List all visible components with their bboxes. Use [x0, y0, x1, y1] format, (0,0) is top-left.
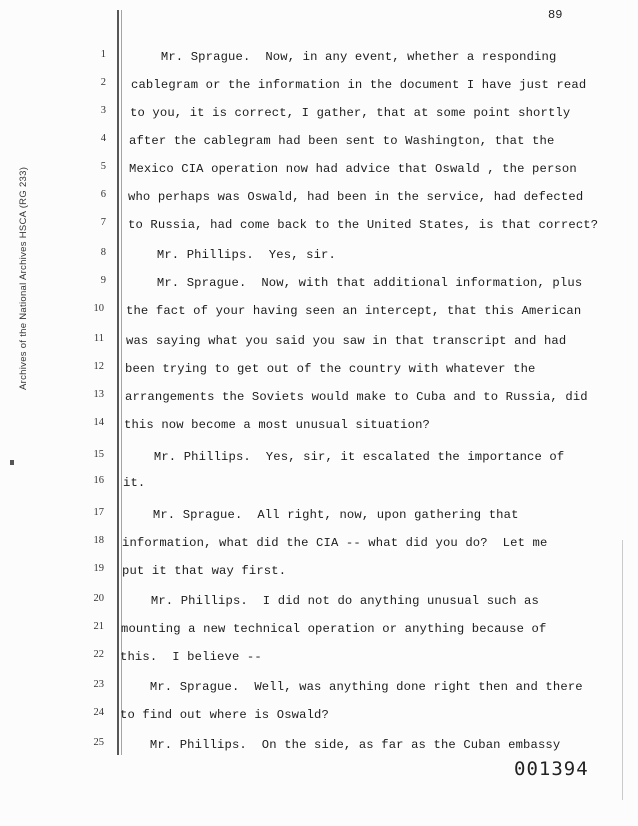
transcript-line [0, 560, 638, 580]
transcript-line [0, 186, 638, 206]
line-number: 15 [93, 449, 104, 460]
line-text: Mr. Sprague. Now, with that additional information, plus [127, 276, 583, 290]
transcript-line [0, 414, 638, 434]
transcript-line [0, 214, 638, 234]
line-text: who perhaps was Oswald, had been in the service, had defected [128, 190, 584, 204]
transcript-line [0, 734, 638, 754]
line-number: 20 [93, 593, 104, 604]
transcript-line [0, 590, 638, 610]
line-number: 2 [100, 77, 106, 88]
transcript-line [0, 130, 638, 150]
line-text: mounting a new technical operation or anything because of [121, 622, 547, 636]
line-text: Mr. Phillips. Yes, sir. [127, 248, 336, 262]
line-text: Mr. Sprague. All right, now, upon gathering that [123, 508, 519, 522]
line-number: 8 [100, 247, 106, 258]
line-text: this now become a most unusual situation? [124, 418, 431, 432]
transcript-line [0, 358, 638, 378]
page-number: 89 [548, 8, 563, 22]
transcript-line [0, 158, 638, 178]
line-number: 5 [100, 161, 106, 172]
line-number: 21 [93, 621, 104, 632]
line-text: been trying to get out of the country with whatever the [125, 362, 536, 376]
line-number: 13 [93, 389, 104, 400]
line-text: arrangements the Soviets would make to Cuba and to Russia, did [125, 390, 588, 404]
line-text: cablegram or the information in the document I have just read [131, 78, 587, 92]
transcript-line [0, 386, 638, 406]
line-number: 23 [93, 679, 104, 690]
transcript-line [0, 532, 638, 552]
line-number: 25 [93, 737, 104, 748]
line-text: Mr. Phillips. On the side, as far as the Cuban embassy [120, 738, 561, 752]
transcript-line [0, 618, 638, 638]
line-text: the fact of your having seen an intercept, that this American [126, 304, 582, 318]
transcript-line [0, 646, 638, 666]
line-number: 17 [93, 507, 104, 518]
transcript-line [0, 46, 638, 66]
transcript-line [0, 676, 638, 696]
line-number: 18 [93, 535, 104, 546]
line-number: 9 [100, 275, 106, 286]
line-text: Mr. Sprague. Well, was anything done right then and there [120, 680, 583, 694]
line-text: after the cablegram had been sent to Washington, that the [129, 134, 555, 148]
line-number: 1 [100, 49, 106, 60]
transcript-line [0, 272, 638, 292]
line-number: 14 [93, 417, 104, 428]
line-text: was saying what you said you saw in that transcript and had [126, 334, 567, 348]
document-id-stamp: 001394 [514, 758, 589, 780]
line-number: 6 [100, 189, 106, 200]
line-text: Mexico CIA operation now had advice that Oswald , the person [129, 162, 577, 176]
archive-stamp-text: Archives of the National Archives HSCA (RG 233) [18, 166, 29, 390]
line-text: Mr. Sprague. Now, in any event, whether a responding [131, 50, 557, 64]
line-number: 16 [93, 475, 104, 486]
line-number: 7 [100, 217, 106, 228]
transcript-line [0, 504, 638, 524]
transcript-line [0, 704, 638, 724]
line-number: 4 [100, 133, 106, 144]
line-text: to Russia, had come back to the United States, is that correct? [128, 218, 599, 232]
line-text: this. I believe -- [120, 650, 262, 664]
line-text: put it that way first. [122, 564, 287, 578]
transcript-line [0, 74, 638, 94]
line-number: 10 [93, 303, 104, 314]
line-text: to you, it is correct, I gather, that at some point shortly [130, 106, 571, 120]
transcript-line [0, 102, 638, 122]
line-text: information, what did the CIA -- what did you do? Let me [122, 536, 548, 550]
transcript-line [0, 472, 638, 492]
line-text: Mr. Phillips. Yes, sir, it escalated the importance of [124, 450, 565, 464]
line-text: to find out where is Oswald? [120, 708, 329, 722]
transcript-line [0, 446, 638, 466]
transcript-line [0, 244, 638, 264]
line-text: it. [123, 476, 146, 490]
line-number: 24 [93, 707, 104, 718]
line-number: 19 [93, 563, 104, 574]
transcript-line [0, 300, 638, 320]
line-text: Mr. Phillips. I did not do anything unusual such as [121, 594, 539, 608]
line-number: 22 [93, 649, 104, 660]
line-number: 11 [93, 333, 104, 344]
transcript-line [0, 330, 638, 350]
line-number: 12 [93, 361, 104, 372]
line-number: 3 [100, 105, 106, 116]
